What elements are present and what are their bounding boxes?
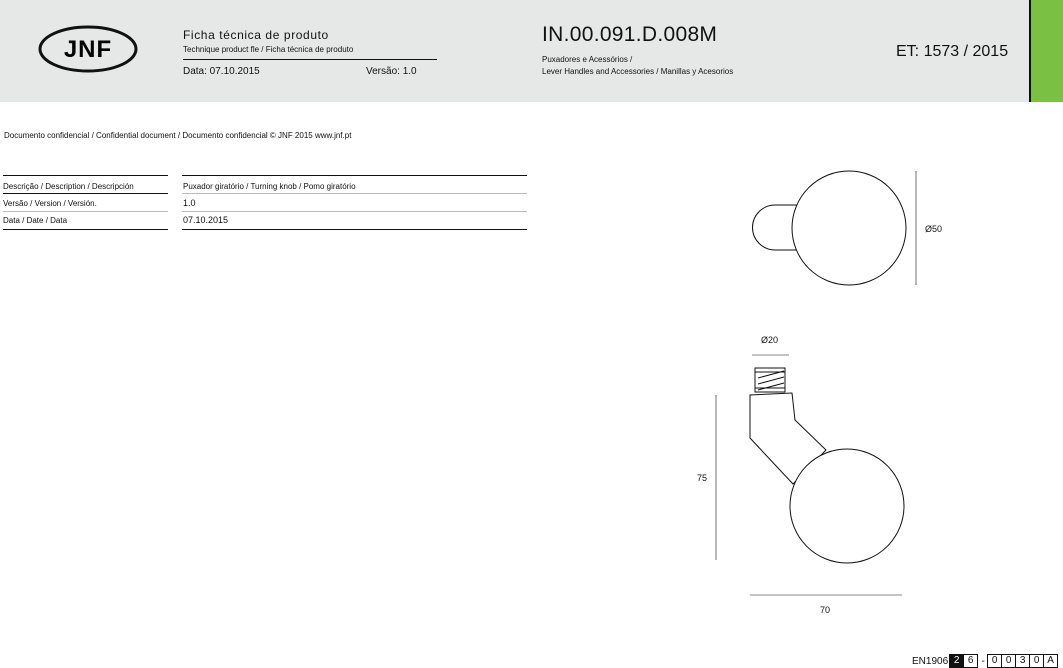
classification-box: A [1043,654,1058,668]
side-view [750,368,904,563]
top-view [753,171,906,285]
classification-box: 2 [949,654,964,668]
row-label-version: Versão / Version / Versión. [3,199,97,208]
product-code: IN.00.091.D.008M [542,23,718,46]
classification-box: 6 [963,654,978,668]
category-line-1: Puxadores e Acessórios / [542,55,633,64]
classification-box: 3 [1015,654,1030,668]
header-date: Data: 07.10.2015 [183,66,260,77]
category-line-2: Lever Handles and Accessories / Manillas y Acesorios [542,67,734,76]
en1906-prefix: EN1906 [912,655,949,667]
classification-box: 0 [1001,654,1016,668]
classification-separator: - [981,655,985,667]
top-view-knob [792,171,906,285]
row-value-version: 1.0 [183,198,196,208]
sheet-title: Ficha técnica de produto [183,28,329,42]
row-label-description: Descrição / Description / Descripción [3,182,134,191]
logo-text: JNF [63,36,113,63]
dimension-label-diameter-20: Ø20 [761,335,779,345]
et-number: ET: 1573 / 2015 [896,43,1009,60]
row-label-date: Data / Date / Data [3,216,68,225]
top-view-shaft [753,205,775,250]
dimension-label-height-75: 75 [697,473,708,483]
side-view-knob [790,449,904,563]
confidential-notice: Documento confidencial / Confidential document / Documento confidencial © JNF 2015 www.jnf.pt [4,131,352,140]
row-value-date: 07.10.2015 [183,215,229,225]
dimension-label-diameter-50: Ø50 [925,224,943,234]
dimension-label-width-70: 70 [820,605,831,615]
row-value-description: Puxador giratório / Turning knob / Pomo giratório [183,182,356,191]
header-version: Versão: 1.0 [366,66,417,77]
sheet-subtitle: Technique product fle / Ficha técnica de produto [183,45,354,54]
classification-box: 0 [987,654,1002,668]
classification-box: 0 [1029,654,1044,668]
